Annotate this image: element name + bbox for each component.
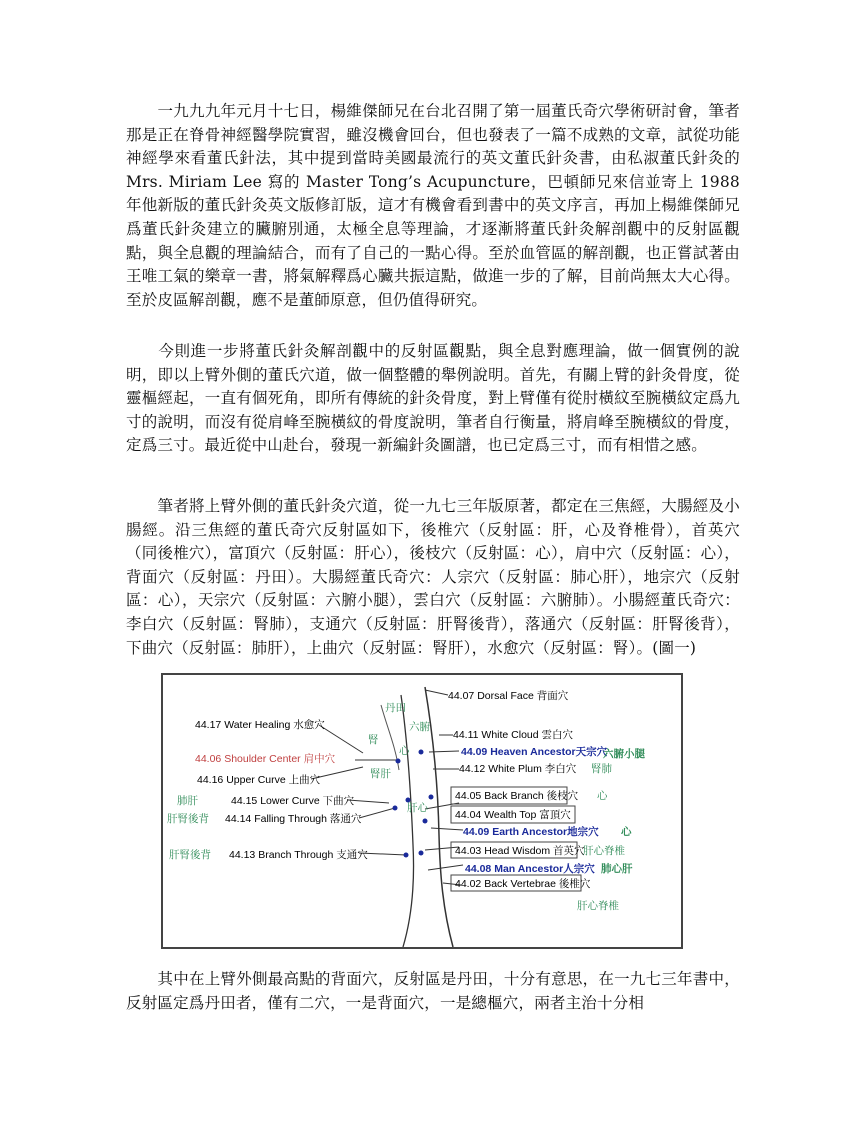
note-liver-kidney-back-1: 肝腎後背: [167, 813, 209, 825]
acupoint-figure: [161, 673, 683, 949]
note-dantian: 丹田: [385, 702, 406, 714]
label-branch-through: 44.13 Branch Through 支通穴: [229, 849, 368, 861]
note-liufu: 六腑: [409, 721, 430, 733]
note-kidney-liver: 腎肝: [370, 768, 391, 780]
paragraph-1: 一九九九年元月十七日，楊維傑師兄在台北召開了第一屆董氏奇穴學術研討會，筆者那是正在脊骨神經醫學院實習，雖沒機會回台，但也發表了一篇不成熟的文章，試從功能神經學來看董氏針法，其中提到當時美國最流行的英文董氏針灸書，由私淑董氏針灸的 Mrs. Miriam Lee 寫的 Master Tong’s Acupuncture，巴頓師兄來信並寄上 1988 年他新版的董氏針灸英文版修訂版，這才有機會看到書中的英文序言，再加上楊維傑師兄爲董氏針灸建立的臟腑別通，太極全息等理論，才逐漸將董氏針灸解剖觀中的反射區觀點，與全息觀的理論結合，而有了自己的一點心得。至於血管區的解剖觀，也正嘗試著由王唯工氣的樂章一書，將氣解釋爲心臟共振這點，做進一步的了解，目前尚無太大心得。至於皮區解剖觀，應不是董師原意，但仍值得研究。: [126, 102, 740, 309]
note-liver-heart-spine-1: 肝心脊椎: [583, 845, 625, 857]
label-upper-curve: 44.16 Upper Curve 上曲穴: [197, 774, 321, 786]
label-dorsal-face: 44.07 Dorsal Face 背面穴: [448, 690, 569, 702]
label-heaven-ancestor: 44.09 Heaven Ancestor天宗穴: [461, 746, 608, 758]
note-liver-heart-spine-2: 肝心脊椎: [577, 900, 619, 912]
label-white-plum: 44.12 White Plum 李白穴: [459, 763, 577, 775]
note-kidney-top: 腎: [368, 734, 379, 746]
label-boxes: [451, 787, 581, 891]
label-earth-ancestor: 44.09 Earth Ancestor地宗穴: [463, 826, 599, 838]
note-heart-right: 心: [621, 826, 632, 838]
arm-diagram: [163, 675, 681, 947]
note-heart-top: 心: [399, 745, 410, 757]
note-liver-heart: 肝心: [407, 802, 428, 814]
label-wealth-top: 44.04 Wealth Top 富頂穴: [455, 809, 571, 821]
paragraph-4: 其中在上臂外側最高點的背面穴，反射區是丹田，十分有意思，在一九七三年書中，反射區定爲丹田者，僅有二穴，一是背面穴，一是總樞穴，兩者主治十分相: [126, 970, 740, 1012]
label-man-ancestor: 44.08 Man Ancestor人宗穴: [465, 863, 595, 875]
note-lung-heart-liver: 肺心肝: [601, 863, 633, 875]
note-kidney-lung: 腎肺: [591, 763, 612, 775]
label-lower-curve: 44.15 Lower Curve 下曲穴: [231, 795, 355, 807]
label-back-vertebrae: 44.02 Back Vertebrae 後椎穴: [455, 878, 591, 890]
note-liufu-small-leg: 六腑小腿: [603, 748, 645, 760]
label-shoulder-center: 44.06 Shoulder Center 肩中穴: [195, 753, 336, 765]
label-head-wisdom: 44.03 Head Wisdom 首英穴: [455, 845, 585, 857]
label-falling-through: 44.14 Falling Through 落通穴: [225, 813, 362, 825]
label-water-healing: 44.17 Water Healing 水愈穴: [195, 719, 325, 731]
label-white-cloud: 44.11 White Cloud 雲白穴: [453, 729, 574, 741]
label-back-branch: 44.05 Back Branch 後枝穴: [455, 790, 579, 802]
paragraph-2: 今則進一步將董氏針灸解剖觀中的反射區觀點，與全息對應理論，做一個實例的說明，即以上臂外側的董氏穴道，做一個整體的舉例說明。首先，有關上臂的針灸骨度，從靈樞經起，一直有個死角，即所有傳統的針灸骨度，對上臂僅有從肘橫紋至腕橫紋定爲九寸的說明，而沒有從肩峰至腕橫紋的骨度說明，筆者自行衡量，將肩峰至腕橫紋的骨度，定爲三寸。最近從中山赴台，發現一新編針灸圖譜，也已定爲三寸，而有相惜之感。: [126, 342, 740, 455]
note-lung-liver: 肺肝: [177, 795, 198, 807]
paragraph-3: 筆者將上臂外側的董氏針灸穴道，從一九七三年版原著，都定在三焦經，大腸經及小腸經。沿三焦經的董氏奇穴反射區如下，後椎穴（反射區：肝，心及脊椎骨），首英穴（同後椎穴），富頂穴（反射區：肝心），後枝穴（反射區：心），肩中穴（反射區：心），背面穴（反射區：丹田）。大腸經董氏奇穴：人宗穴（反射區：肺心肝），地宗穴（反射區：心），天宗穴（反射區：六腑小腿），雲白穴（反射區：六腑肺）。小腸經董氏奇穴：李白穴（反射區：腎肺），支通穴（反射區：肝腎後背），落通穴（反射區：肝腎後背），下曲穴（反射區：肺肝），上曲穴（反射區：腎肝），水愈穴（反射區：腎）。(圖一): [126, 497, 740, 657]
note-heart-small: 心: [597, 790, 608, 802]
note-liver-kidney-back-2: 肝腎後背: [169, 849, 211, 861]
